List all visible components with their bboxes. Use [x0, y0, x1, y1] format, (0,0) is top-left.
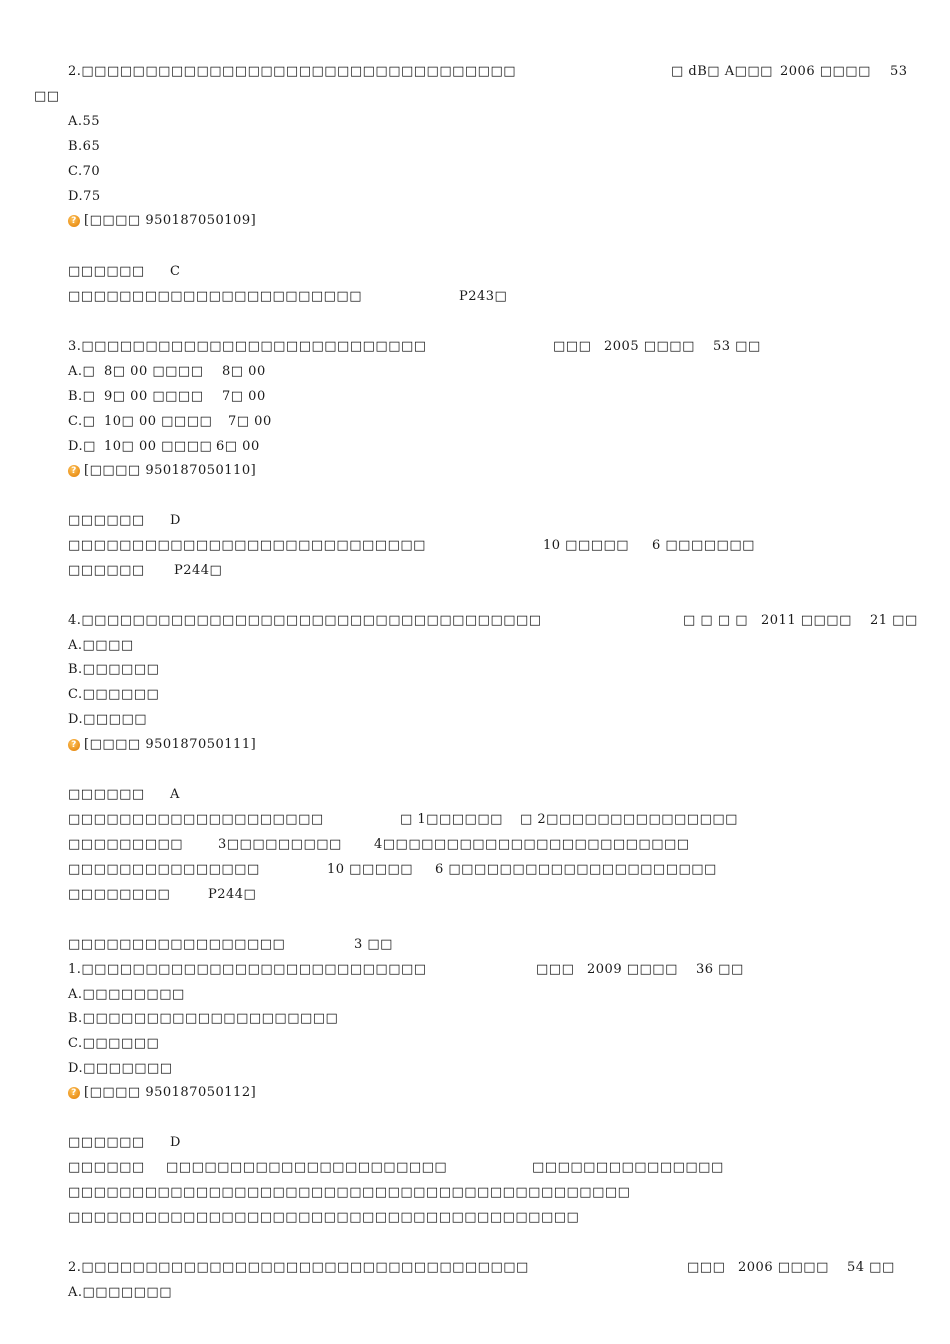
explanation-row — [68, 287, 548, 307]
option-c[interactable] — [68, 412, 368, 432]
option-b[interactable]: B.□□□□□□ — [68, 662, 160, 677]
answer-value: C — [170, 264, 181, 279]
question-3-stem-line — [68, 337, 768, 357]
section-count: 3 □□ — [354, 937, 393, 952]
question-stem: 2.□□□□□□□□□□□□□□□□□□□□□□□□□□□□□□□□□□ — [68, 64, 517, 79]
page-reference: P243□ — [459, 289, 508, 304]
question-year: 2009 □□□□ — [587, 962, 678, 977]
option-b[interactable] — [68, 387, 368, 407]
explanation-text: □ 1□□□□□□ — [400, 812, 503, 827]
option-d[interactable]: D.□□□□□ — [68, 712, 148, 727]
option-letter: A.□ — [68, 364, 96, 379]
explanation-text: □□□□□□□□□□□□□□□□□□□□□□□□□□□□ — [68, 538, 426, 553]
option-c[interactable]: C.70 — [68, 164, 101, 179]
option-b[interactable]: B.65 — [68, 139, 101, 154]
question-code-row — [68, 735, 256, 755]
option-d[interactable] — [68, 437, 368, 457]
option-c[interactable]: C.□□□□□□ — [68, 687, 160, 702]
option-a[interactable]: A.□□□□ — [68, 638, 134, 653]
explanation-text: 10 □□□□□ — [543, 538, 630, 553]
option-a[interactable] — [68, 362, 368, 382]
question-code: [□□□□ 950187050109] — [84, 213, 257, 228]
answer-label: □□□□□□ — [68, 513, 145, 528]
explanation-label: □□□□□□ — [68, 1160, 145, 1175]
section-header — [68, 935, 428, 955]
question-tail: □ □ □ □ — [683, 613, 749, 628]
option-a[interactable]: A.□□□□□□□□ — [68, 987, 185, 1002]
option-letter: D.□ — [68, 439, 96, 454]
question-year: 2006 □□□□ — [738, 1260, 829, 1275]
explanation-row — [68, 1158, 724, 1178]
option-start: 9□ 00 □□□□ — [104, 389, 204, 404]
explanation-row — [68, 561, 268, 581]
explanation-row — [68, 860, 717, 880]
question-year: 2005 □□□□ — [604, 339, 695, 354]
question-number: 53 — [890, 64, 908, 79]
explanation-text: □□□□□□ — [68, 563, 145, 578]
question-code-row — [68, 1083, 256, 1103]
answer-label: □□□□□□ — [68, 787, 145, 802]
question-2-stem-line — [68, 62, 918, 82]
question-year: 2006 □□□□ — [780, 64, 871, 79]
answer-label: □□□□□□ — [68, 264, 145, 279]
explanation-row — [68, 835, 688, 855]
explanation-text: □□□□□□□□□□□□□□□ — [532, 1160, 724, 1175]
explanation-text: □□□□□□□□□ — [68, 837, 184, 852]
page-reference: P244□ — [208, 887, 257, 902]
answer-value: D — [170, 513, 181, 528]
question-unit: □ dB□ A□□□ — [671, 64, 773, 79]
question-code: [□□□□ 950187050111] — [84, 737, 257, 752]
explanation-row — [68, 885, 288, 905]
question-number: 53 □□ — [713, 339, 761, 354]
question-mark-icon[interactable]: ? — [68, 1087, 80, 1099]
answer-value: A — [170, 787, 180, 802]
question-stem: 2.□□□□□□□□□□□□□□□□□□□□□□□□□□□□□□□□□□□ — [68, 1260, 529, 1275]
option-c[interactable]: C.□□□□□□ — [68, 1036, 160, 1051]
explanation-text: 6 □□□□□□□ — [652, 538, 755, 553]
question-mark-icon[interactable]: ? — [68, 215, 80, 227]
explanation-text: □ 2□□□□□□□□□□□□□□□ — [520, 812, 738, 827]
question-stem: 3.□□□□□□□□□□□□□□□□□□□□□□□□□□□ — [68, 339, 427, 354]
multi-question-2-stem-line — [68, 1258, 898, 1278]
question-tail: □□□ — [687, 1260, 726, 1275]
option-d[interactable]: D.75 — [68, 189, 101, 204]
question-4-stem-line — [68, 611, 918, 631]
option-end: 6□ 00 — [216, 439, 260, 454]
question-mark-icon[interactable]: ? — [68, 739, 80, 751]
explanation-text: 3□□□□□□□□□ — [218, 837, 342, 852]
option-b[interactable]: B.□□□□□□□□□□□□□□□□□□□□ — [68, 1011, 339, 1026]
question-tail: □□□ — [536, 962, 575, 977]
option-start: 8□ 00 □□□□ — [104, 364, 204, 379]
option-start: 10□ 00 □□□□ — [104, 439, 213, 454]
option-a[interactable]: A.55 — [68, 114, 101, 129]
multi-question-1-stem-line — [68, 960, 768, 980]
answer-label: □□□□□□ — [68, 1135, 145, 1150]
option-a[interactable]: A.□□□□□□□ — [68, 1285, 172, 1300]
explanation-text: □□□□□□□□□□□□□□□□□□□□□□□□□□□□□□□□□□□□□□□□ — [68, 1210, 580, 1225]
question-tail: □□□ — [553, 339, 592, 354]
question-stem: 4.□□□□□□□□□□□□□□□□□□□□□□□□□□□□□□□□□□□□ — [68, 613, 542, 628]
option-end: 7□ 00 — [222, 389, 266, 404]
explanation-text: 10 □□□□□ — [327, 862, 414, 877]
question-number: 36 □□ — [696, 962, 744, 977]
explanation-text: □□□□□□□□□□□□□□□□□□□□□□ — [166, 1160, 448, 1175]
page-reference: P244□ — [174, 563, 223, 578]
question-code-row — [68, 461, 256, 481]
explanation-text: □□□□□□□□ — [68, 887, 171, 902]
section-title: □□□□□□□□□□□□□□□□□ — [68, 937, 286, 952]
option-d[interactable]: D.□□□□□□□ — [68, 1061, 173, 1076]
explanation-row — [68, 810, 738, 830]
option-letter: B.□ — [68, 389, 96, 404]
question-code: [□□□□ 950187050110] — [84, 463, 257, 478]
question-number: 54 □□ — [847, 1260, 895, 1275]
explanation-text: 6 □□□□□□□□□□□□□□□□□□□□□ — [435, 862, 717, 877]
explanation-text: □□□□□□□□□□□□□□□□□□□□□□□□□□□□□□□□□□□□□□□□□□□□ — [68, 1185, 631, 1200]
explanation-text: □□□□□□□□□□□□□□□□□□□□ — [68, 812, 324, 827]
option-letter: C.□ — [68, 414, 96, 429]
question-code: [□□□□ 950187050112] — [84, 1085, 257, 1100]
option-end: 8□ 00 — [222, 364, 266, 379]
explanation-text: 4□□□□□□□□□□□□□□□□□□□□□□□□ — [374, 837, 690, 852]
question-stem: 1.□□□□□□□□□□□□□□□□□□□□□□□□□□□ — [68, 962, 427, 977]
explanation-text: □□□□□□□□□□□□□□□□□□□□□□□ — [68, 289, 363, 304]
option-start: 10□ 00 □□□□ — [104, 414, 213, 429]
question-number: 21 □□ — [870, 613, 918, 628]
question-2-wrap: □□ — [34, 89, 60, 104]
question-year: 2011 □□□□ — [761, 613, 852, 628]
question-code-row — [68, 211, 256, 231]
explanation-text: □□□□□□□□□□□□□□□ — [68, 862, 260, 877]
explanation-row — [68, 536, 755, 556]
question-mark-icon[interactable]: ? — [68, 465, 80, 477]
option-end: 7□ 00 — [228, 414, 272, 429]
answer-value: D — [170, 1135, 181, 1150]
